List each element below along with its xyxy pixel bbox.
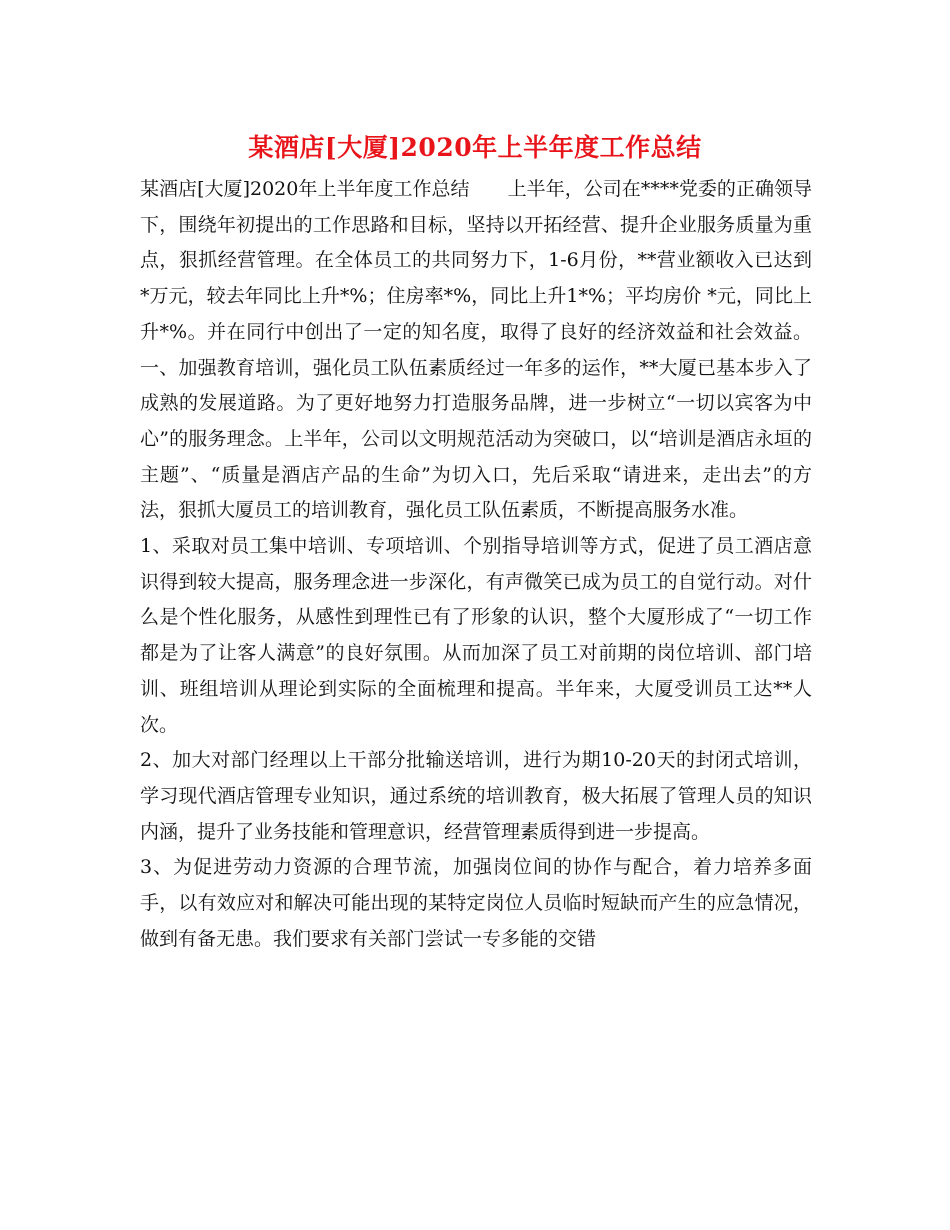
paragraph-item-1: 1、采取对员工集中培训、专项培训、个别指导培训等方式，促进了员工酒店意识得到较大提高，服务理念进一步深化，有声微笑已成为员工的自觉行动。对什么是个性化服务，从感性到理性已有了形象的认识，整个大厦形成了“一切工作都是为了让客人满意”的良好氛围。从而加深了员工对前期的岗位培训、部门培训、班组培训从理论到实际的全面梳理和提高。半年来，大厦受训员工达**人次。: [140, 535, 812, 736]
paragraph-item-3: 3、为促进劳动力资源的合理节流，加强岗位间的协作与配合，着力培养多面手，以有效应对和解决可能出现的某特定岗位人员临时短缺而产生的应急情况，做到有备无患。我们要求有关部门尝试一专多能的交错: [140, 856, 812, 950]
document-body: [140, 172, 812, 957]
paragraph-intro: 某酒店[大厦]2020年上半年度工作总结 上半年，公司在****党委的正确领导下，围绕年初提出的工作思路和目标，坚持以开拓经营、提升企业服务质量为重点，狠抓经营管理。在全体员工的共同努力下，1-6月份，**营业额收入已达到 *万元，较去年同比上升*%；住房率*%，同比上升1*%；平均房价 *元，同比上升*%。并在同行中创出了一定的知名度，取得了良好的经济效益和社会效益。一、加强教育培训，强化员工队伍素质经过一年多的运作，**大厦已基本步入了成熟的发展道路。为了更好地努力打造服务品牌，进一步树立“一切以宾客为中心”的服务理念。上半年，公司以文明规范活动为突破口，以“培训是酒店永垣的主题”、“质量是酒店产品的生命”为切入口，先后采取“请进来，走出去”的方法，狠抓大厦员工的培训教育，强化员工队伍素质，不断提高服务水准。: [140, 178, 812, 522]
document-title: 某酒店[大厦]2020年上半年度工作总结: [248, 133, 702, 162]
paragraph-item-2: 2、加大对部门经理以上干部分批输送培训，进行为期10-20天的封闭式培训，学习现代酒店管理专业知识，通过系统的培训教育，极大拓展了管理人员的知识内涵，提升了业务技能和管理意识，经营管理素质得到进一步提高。: [140, 749, 812, 843]
